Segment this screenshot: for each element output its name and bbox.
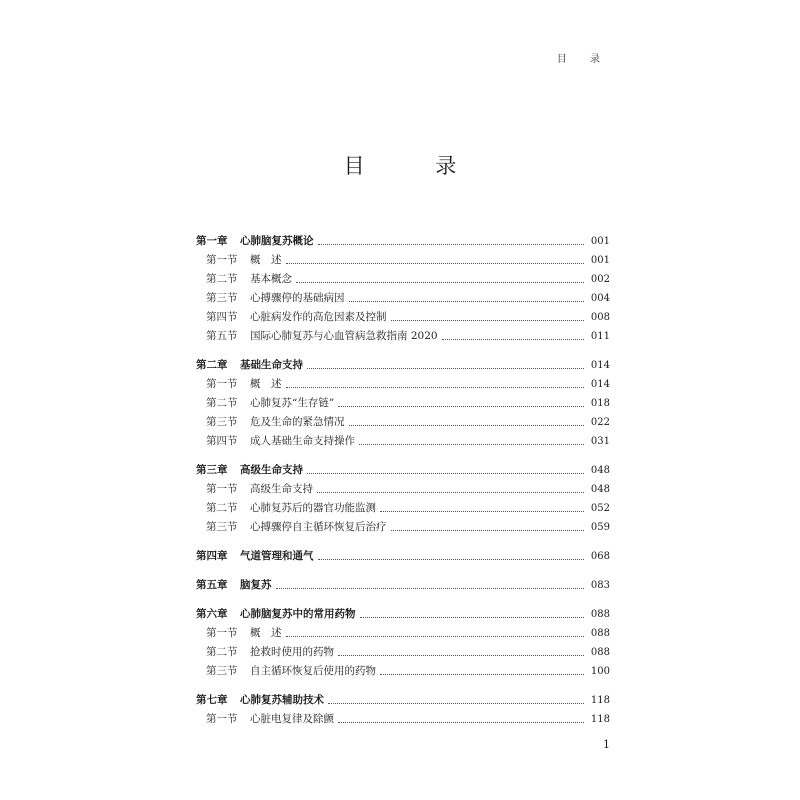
page-reference: 118 — [590, 695, 610, 706]
chapter-title: 脑复苏 — [240, 579, 272, 591]
page-reference: 083 — [590, 580, 610, 591]
chapter-group — [196, 461, 610, 537]
chapter-number: 第一章 — [196, 235, 228, 247]
toc-section-row — [196, 662, 610, 681]
toc-chapter-row — [196, 576, 610, 595]
page-title: 目 录 — [343, 154, 489, 178]
section-title: 心搏骤停自主循环恢复后治疗 — [250, 521, 387, 533]
dot-leader — [349, 301, 585, 302]
chapter-number: 第四章 — [196, 550, 228, 562]
page-reference: 002 — [590, 274, 610, 285]
section-number: 第三节 — [206, 416, 238, 428]
section-number: 第四节 — [206, 311, 238, 323]
page-reference: 068 — [590, 551, 610, 562]
dot-leader — [296, 282, 584, 283]
chapter-number: 第五章 — [196, 579, 228, 591]
section-number: 第二节 — [206, 502, 238, 514]
section-number: 第一节 — [206, 254, 238, 266]
page-reference: 004 — [590, 293, 610, 304]
dot-leader — [380, 674, 584, 675]
dot-leader — [349, 425, 585, 426]
toc-section-row — [196, 289, 610, 308]
running-head: 目 录 — [556, 54, 610, 65]
chapter-number: 第二章 — [196, 359, 228, 371]
page-reference: 001 — [590, 255, 610, 266]
toc-chapter-row — [196, 232, 610, 251]
dot-leader — [286, 263, 585, 264]
page-reference: 118 — [590, 714, 610, 725]
page-reference: 088 — [590, 609, 610, 620]
section-number: 第一节 — [206, 483, 238, 495]
chapter-number: 第六章 — [196, 608, 228, 620]
section-title: 心搏骤停的基础病因 — [250, 292, 345, 304]
chapter-number: 第七章 — [196, 694, 228, 706]
toc-section-row — [196, 327, 610, 346]
chapter-title: 心肺脑复苏中的常用药物 — [240, 608, 356, 620]
section-number: 第一节 — [206, 713, 238, 725]
dot-leader — [307, 368, 584, 369]
dot-leader — [380, 511, 584, 512]
page-reference: 014 — [590, 379, 610, 390]
dot-leader — [286, 387, 585, 388]
toc-chapter-row — [196, 691, 610, 710]
toc-section-row — [196, 432, 610, 451]
dot-leader — [338, 406, 584, 407]
chapter-title: 气道管理和通气 — [240, 550, 314, 562]
dot-leader — [391, 320, 585, 321]
page-number: 1 — [603, 738, 610, 751]
section-number: 第五节 — [206, 330, 238, 342]
dot-leader — [360, 617, 585, 618]
toc-section-row — [196, 499, 610, 518]
page-reference: 001 — [590, 236, 610, 247]
section-title: 自主循环恢复后使用的药物 — [250, 665, 376, 677]
toc-section-row — [196, 643, 610, 662]
page-reference: 048 — [590, 465, 610, 476]
toc-section-row — [196, 480, 610, 499]
chapter-title: 心肺复苏辅助技术 — [240, 694, 324, 706]
page-reference: 088 — [590, 647, 610, 658]
page-reference: 100 — [590, 666, 610, 677]
page-reference: 048 — [590, 484, 610, 495]
page-reference: 018 — [590, 398, 610, 409]
toc-section-row — [196, 375, 610, 394]
toc-section-row — [196, 624, 610, 643]
chapter-group — [196, 691, 610, 729]
table-of-contents — [196, 232, 610, 739]
toc-section-row — [196, 308, 610, 327]
dot-leader — [318, 244, 585, 245]
section-number: 第二节 — [206, 646, 238, 658]
section-number: 第一节 — [206, 627, 238, 639]
page-reference: 088 — [590, 628, 610, 639]
page-reference: 008 — [590, 312, 610, 323]
section-title: 高级生命支持 — [250, 483, 313, 495]
section-number: 第三节 — [206, 521, 238, 533]
chapter-number: 第三章 — [196, 464, 228, 476]
dot-leader — [338, 655, 584, 656]
page-reference: 059 — [590, 522, 610, 533]
toc-chapter-row — [196, 547, 610, 566]
dot-leader — [442, 339, 584, 340]
page-reference: 052 — [590, 503, 610, 514]
dot-leader — [276, 588, 585, 589]
toc-section-row — [196, 251, 610, 270]
page-reference: 031 — [590, 436, 610, 447]
chapter-group — [196, 547, 610, 566]
section-number: 第三节 — [206, 665, 238, 677]
toc-section-row — [196, 518, 610, 537]
page-reference: 022 — [590, 417, 610, 428]
section-title: 危及生命的紧急情况 — [250, 416, 345, 428]
section-title: 心肺复苏后的器官功能监测 — [250, 502, 376, 514]
section-title: 基本概念 — [250, 273, 292, 285]
section-title: 心脏电复律及除颤 — [250, 713, 334, 725]
section-number: 第一节 — [206, 378, 238, 390]
chapter-title: 高级生命支持 — [240, 464, 303, 476]
section-title: 成人基础生命支持操作 — [250, 435, 355, 447]
toc-section-row — [196, 413, 610, 432]
chapter-title: 基础生命支持 — [240, 359, 303, 371]
section-title: 概 述 — [250, 627, 282, 639]
dot-leader — [286, 636, 585, 637]
section-number: 第四节 — [206, 435, 238, 447]
chapter-group — [196, 232, 610, 346]
chapter-group — [196, 356, 610, 451]
section-number: 第三节 — [206, 292, 238, 304]
dot-leader — [359, 444, 584, 445]
section-title: 概 述 — [250, 254, 282, 266]
chapter-group — [196, 576, 610, 595]
toc-chapter-row — [196, 605, 610, 624]
section-title: 概 述 — [250, 378, 282, 390]
page-reference: 014 — [590, 360, 610, 371]
toc-chapter-row — [196, 356, 610, 375]
section-number: 第二节 — [206, 397, 238, 409]
page-reference: 011 — [590, 331, 610, 342]
toc-chapter-row — [196, 461, 610, 480]
dot-leader — [338, 722, 584, 723]
section-title: 心脏病发作的高危因素及控制 — [250, 311, 387, 323]
dot-leader — [391, 530, 585, 531]
toc-section-row — [196, 270, 610, 289]
section-title: 国际心肺复苏与心血管病急救指南 2020 — [250, 330, 438, 342]
chapter-title: 心肺脑复苏概论 — [240, 235, 314, 247]
section-title: 心肺复苏“生存链” — [250, 397, 335, 409]
dot-leader — [307, 473, 584, 474]
dot-leader — [328, 703, 584, 704]
dot-leader — [318, 559, 585, 560]
toc-section-row — [196, 710, 610, 729]
chapter-group — [196, 605, 610, 681]
toc-section-row — [196, 394, 610, 413]
dot-leader — [317, 492, 584, 493]
section-title: 抢救时使用的药物 — [250, 646, 334, 658]
section-number: 第二节 — [206, 273, 238, 285]
